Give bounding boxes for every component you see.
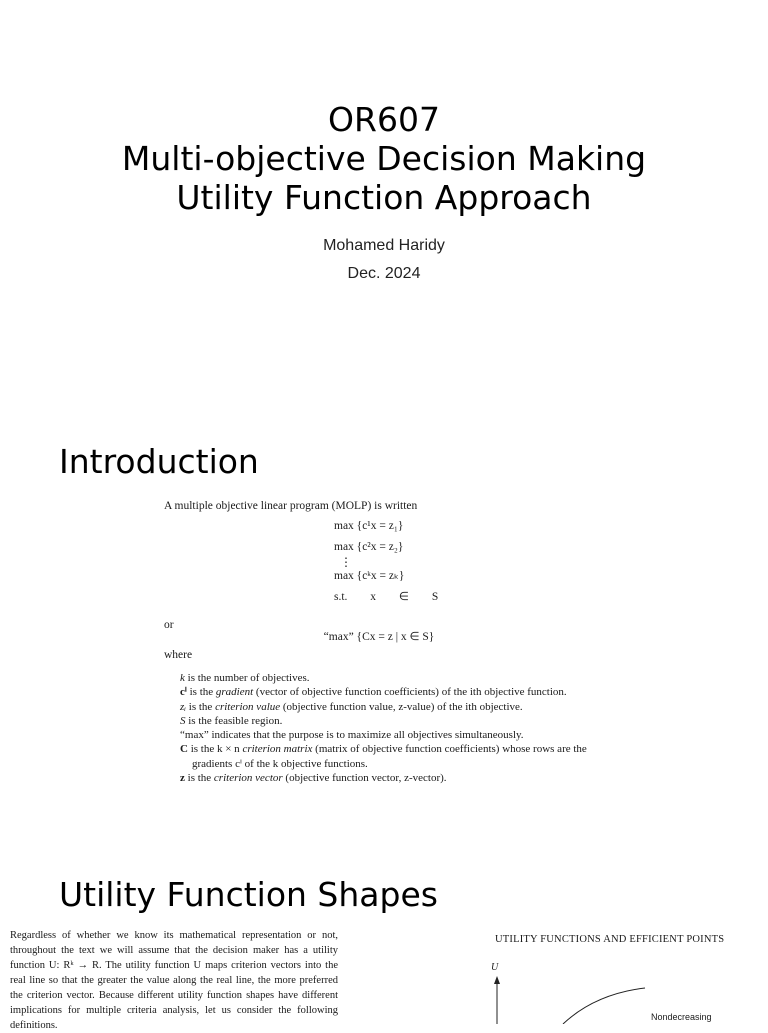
utility-shapes-heading: Utility Function Shapes: [59, 875, 438, 914]
u-axis-arrow: [494, 976, 500, 984]
nondecreasing-curve: [563, 988, 645, 1024]
objective-k: max {cᵏx = zₖ}: [334, 570, 405, 582]
nondecreasing-label: Nondecreasing: [651, 1012, 712, 1022]
compact-form: “max” {Cx = z | x ∈ S}: [323, 631, 435, 643]
definition-criterion-vector: z is the criterion vector (objective function vector, z-vector).: [180, 772, 447, 785]
u-axis-label: U: [491, 962, 499, 973]
definition-criterion-matrix: C is the k × n criterion matrix (matrix of objective function coefficients) whose rows are the gradients cⁱ of the k objective functions.: [180, 743, 587, 770]
molp-lead-text: A multiple objective linear program (MOLP) is written: [164, 500, 418, 512]
presentation-date: Dec. 2024: [347, 265, 421, 282]
title-slide: [0, 100, 768, 283]
definitions-list: [180, 671, 594, 785]
figure-title: UTILITY FUNCTIONS AND EFFICIENT POINTS: [495, 934, 725, 945]
definition-criterion-value: zᵢ is the criterion value (objective function value, z-value) of the ith objective.: [180, 700, 523, 713]
course-subtitle: Utility Function Approach: [176, 178, 592, 217]
definition-feasible-region: S is the feasible region.: [180, 714, 283, 727]
constraint: s.t. x ∈ S: [334, 591, 439, 603]
molp-definition-scan: [164, 499, 594, 785]
utility-figure: [485, 932, 735, 1024]
utility-function-paragraph: Regardless of whether we know its mathematical representation or not, throughout the text we will assume that the decision maker has a utility function U: Rᵏ → R. The utility function U maps criterion vectors into the real line so that the greater the value along the real line, the more preferred the criterion vector. Because different utility function shapes have different implications for multiple criteria analysis, let us consider the following definitions.: [10, 930, 338, 1031]
author-name: Mohamed Haridy: [323, 237, 445, 254]
where-text: where: [164, 649, 193, 661]
definition-max: “max” indicates that the purpose is to maximize all objectives simultaneously.: [180, 729, 524, 742]
introduction-heading: Introduction: [59, 442, 259, 481]
course-title: Multi-objective Decision Making: [121, 139, 647, 178]
vertical-ellipsis: ⋮: [340, 555, 352, 569]
utility-curve-plot: [485, 932, 735, 1024]
objective-1: max {c¹x = z₁}: [334, 520, 404, 532]
or-text: or: [164, 619, 174, 631]
definition-k: k is the number of objectives.: [180, 672, 310, 684]
objective-2: max {c²x = z₂}: [334, 541, 404, 553]
definition-gradient: cⁱ is the gradient (vector of objective function coefficients) of the ith objective function.: [180, 686, 567, 699]
course-code: OR607: [328, 100, 440, 139]
